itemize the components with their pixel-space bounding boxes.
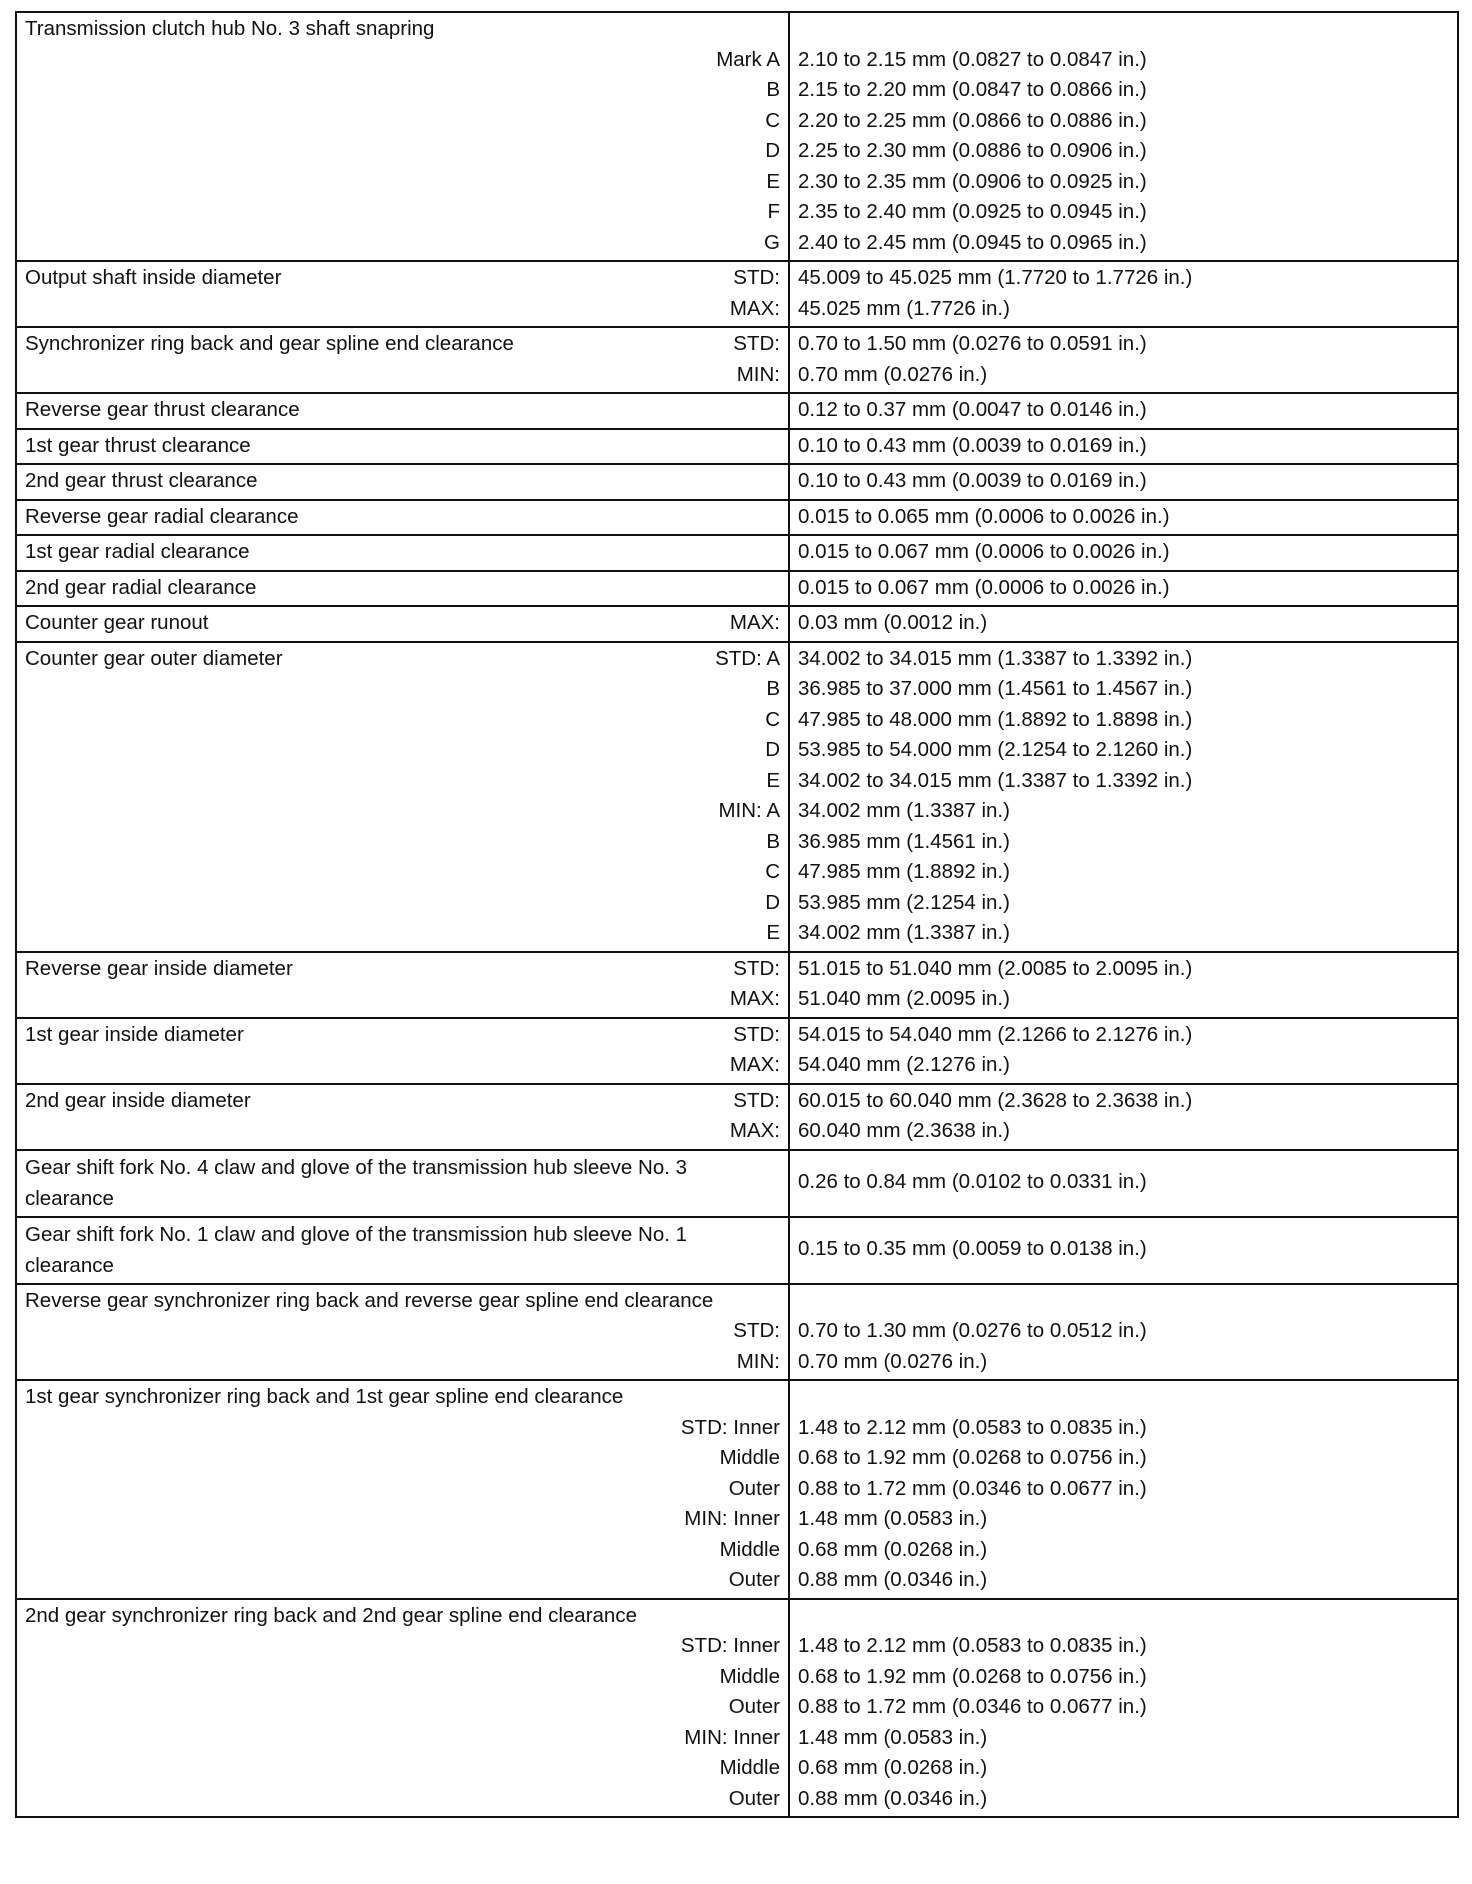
spec-item-name: Output shaft inside diameter [25,266,282,289]
spec-item-cell [16,952,789,1018]
spec-value: 1.48 to 2.12 mm (0.0583 to 0.0835 in.) [798,1634,1147,1657]
spec-condition-label: Middle [719,1537,780,1561]
spec-value: 0.88 to 1.72 mm (0.0346 to 0.0677 in.) [798,1695,1147,1718]
spec-value: 53.985 mm (2.1254 in.) [798,890,1010,914]
spec-value-cell [789,1380,1458,1599]
spec-item-name: Transmission clutch hub No. 3 shaft snapring [25,17,435,40]
spec-row [16,327,1458,393]
spec-value: 0.68 mm (0.0268 in.) [798,1756,988,1779]
spec-value-cell [789,12,1458,261]
spec-item-cell [16,261,789,327]
spec-condition-label: STD: [733,1022,780,1046]
spec-value: 36.985 to 37.000 mm (1.4561 to 1.4567 in.) [798,677,1193,700]
spec-row [16,952,1458,1018]
spec-condition-label: C [765,108,780,132]
spec-condition-label: B [766,829,780,853]
spec-condition-label: MIN: [736,1349,780,1373]
spec-item-name: Gear shift fork No. 1 claw and glove of the transmission hub sleeve No. 1 clearance [25,1222,688,1277]
spec-value-cell [789,393,1458,429]
spec-value: 45.025 mm (1.7726 in.) [798,296,1010,320]
spec-item-cell [16,327,789,393]
spec-condition-label: STD: Inner [680,1634,780,1657]
spec-row [16,1599,1458,1818]
spec-row [16,464,1458,500]
spec-condition-label: D [765,738,780,761]
spec-value: 47.985 to 48.000 mm (1.8892 to 1.8898 in.) [798,707,1193,731]
specification-table [15,11,1459,1818]
spec-condition-label: Outer [728,1786,780,1810]
spec-condition-label: B [766,78,780,101]
spec-condition-label: STD: [733,332,780,355]
spec-condition-label: MAX: [729,987,780,1010]
spec-value: 34.002 mm (1.3387 in.) [798,921,1010,944]
spec-value: 0.68 to 1.92 mm (0.0268 to 0.0756 in.) [798,1664,1147,1688]
spec-row [16,571,1458,607]
spec-item-name: 1st gear radial clearance [25,540,250,563]
spec-value: 53.985 to 54.000 mm (2.1254 to 2.1260 in.) [798,738,1193,761]
spec-value: 0.015 to 0.067 mm (0.0006 to 0.0026 in.) [798,540,1170,563]
spec-value: 1.48 to 2.12 mm (0.0583 to 0.0835 in.) [798,1415,1147,1439]
spec-condition-label: D [765,139,780,162]
spec-condition-label: Middle [719,1446,780,1469]
spec-item-name: 2nd gear inside diameter [25,1088,251,1112]
spec-value-cell [789,500,1458,536]
spec-row [16,1380,1458,1599]
spec-condition-label: Outer [728,1476,780,1500]
spec-value-cell [789,952,1458,1018]
spec-row [16,500,1458,536]
spec-value: 0.68 mm (0.0268 in.) [798,1537,988,1561]
spec-condition-label: E [766,921,780,944]
spec-value: 2.30 to 2.35 mm (0.0906 to 0.0925 in.) [798,169,1147,193]
spec-item-name: Reverse gear radial clearance [25,504,299,528]
spec-value: 0.015 to 0.065 mm (0.0006 to 0.0026 in.) [798,504,1170,528]
spec-value: 2.35 to 2.40 mm (0.0925 to 0.0945 in.) [798,200,1147,223]
spec-item-cell [16,1150,789,1217]
spec-value-cell [789,1284,1458,1381]
spec-row [16,12,1458,261]
spec-condition-label: E [766,169,780,193]
spec-condition-label: Outer [728,1695,780,1718]
spec-condition-label: E [766,768,780,792]
spec-item-cell [16,1084,789,1150]
spec-condition-label: G [764,230,780,254]
spec-row [16,393,1458,429]
spec-item-cell [16,1599,789,1818]
spec-value: 2.20 to 2.25 mm (0.0866 to 0.0886 in.) [798,108,1147,132]
spec-item-cell [16,606,789,642]
spec-value: 1.48 mm (0.0583 in.) [798,1725,988,1749]
spec-value: 2.10 to 2.15 mm (0.0827 to 0.0847 in.) [798,47,1147,71]
spec-item-name: 2nd gear synchronizer ring back and 2nd gear spline end clearance [25,1603,637,1627]
spec-value: 0.70 to 1.50 mm (0.0276 to 0.0591 in.) [798,332,1147,355]
spec-item-name: 1st gear inside diameter [25,1022,244,1046]
spec-condition-label: STD: [733,956,780,980]
spec-value: 60.040 mm (2.3638 in.) [798,1119,1010,1142]
spec-value: 34.002 to 34.015 mm (1.3387 to 1.3392 in.) [798,768,1193,792]
spec-value: 51.015 to 51.040 mm (2.0085 to 2.0095 in.) [798,956,1193,980]
spec-condition-label: MAX: [729,296,780,320]
spec-value-cell [789,606,1458,642]
spec-item-name: 2nd gear radial clearance [25,575,257,599]
spec-item-cell [16,1380,789,1599]
spec-item-name: 2nd gear thrust clearance [25,469,258,492]
spec-value-cell [789,1599,1458,1818]
spec-value: 36.985 mm (1.4561 in.) [798,829,1010,853]
spec-item-name: Counter gear outer diameter [25,646,283,670]
spec-item-name: Synchronizer ring back and gear spline end clearance [25,332,514,355]
spec-value: 54.040 mm (2.1276 in.) [798,1053,1010,1076]
spec-value: 0.26 to 0.84 mm (0.0102 to 0.0331 in.) [798,1170,1147,1194]
spec-condition-label: MIN: A [718,799,780,822]
spec-condition-label: Middle [719,1664,780,1688]
spec-row [16,429,1458,465]
spec-condition-label: MAX: [729,611,780,634]
spec-condition-label: C [765,860,780,883]
spec-value: 2.15 to 2.20 mm (0.0847 to 0.0866 in.) [798,78,1147,101]
spec-item-cell [16,393,789,429]
spec-condition-label: C [765,707,780,731]
spec-condition-label: STD: [733,1319,780,1342]
spec-row [16,261,1458,327]
spec-condition-label: MAX: [729,1119,780,1142]
spec-row [16,1150,1458,1217]
spec-condition-label: MIN: Inner [684,1507,780,1530]
spec-condition-label: STD: [733,266,780,289]
spec-item-name: 1st gear thrust clearance [25,433,251,457]
spec-condition-label: Middle [719,1756,780,1779]
spec-value-cell [789,1150,1458,1217]
spec-condition-label: STD: [733,1088,780,1112]
spec-value: 45.009 to 45.025 mm (1.7720 to 1.7726 in.) [798,266,1193,289]
spec-value: 0.70 mm (0.0276 in.) [798,362,988,386]
spec-value-cell [789,1084,1458,1150]
spec-value: 0.015 to 0.067 mm (0.0006 to 0.0026 in.) [798,575,1170,599]
spec-value-cell [789,535,1458,571]
spec-condition-label: MIN: [736,362,780,386]
spec-item-cell [16,535,789,571]
spec-condition-label: D [765,890,780,914]
spec-value: 0.03 mm (0.0012 in.) [798,611,988,634]
spec-item-name: Reverse gear synchronizer ring back and reverse gear spline end clearance [25,1288,714,1312]
spec-value-cell [789,464,1458,500]
spec-condition-label: B [766,677,780,700]
spec-value: 0.10 to 0.43 mm (0.0039 to 0.0169 in.) [798,469,1147,492]
spec-item-cell [16,571,789,607]
spec-item-name: Gear shift fork No. 4 claw and glove of the transmission hub sleeve No. 3 clearance [25,1155,688,1210]
spec-value: 51.040 mm (2.0095 in.) [798,987,1010,1010]
spec-value-cell [789,261,1458,327]
spec-value: 0.10 to 0.43 mm (0.0039 to 0.0169 in.) [798,433,1147,457]
spec-value-cell [789,571,1458,607]
spec-value-cell [789,1217,1458,1284]
spec-value: 0.88 mm (0.0346 in.) [798,1568,988,1591]
spec-item-name: Reverse gear inside diameter [25,956,293,980]
spec-condition-label: STD: A [715,646,780,670]
spec-value: 2.40 to 2.45 mm (0.0945 to 0.0965 in.) [798,230,1147,254]
spec-value: 0.68 to 1.92 mm (0.0268 to 0.0756 in.) [798,1446,1147,1469]
spec-condition-label: MIN: Inner [684,1725,780,1749]
spec-value: 0.12 to 0.37 mm (0.0047 to 0.0146 in.) [798,398,1147,421]
spec-row [16,606,1458,642]
spec-condition-label: Mark A [716,47,780,71]
spec-value-cell [789,429,1458,465]
spec-item-cell [16,12,789,261]
spec-value: 54.015 to 54.040 mm (2.1266 to 2.1276 in.) [798,1022,1193,1046]
spec-condition-label: MAX: [729,1053,780,1076]
spec-value-cell [789,642,1458,952]
spec-value: 47.985 mm (1.8892 in.) [798,860,1010,883]
spec-item-cell [16,500,789,536]
spec-value: 0.70 to 1.30 mm (0.0276 to 0.0512 in.) [798,1319,1147,1342]
spec-row [16,1084,1458,1150]
spec-item-cell [16,1284,789,1381]
spec-row [16,642,1458,952]
spec-condition-label: Outer [728,1568,780,1591]
spec-item-cell [16,464,789,500]
spec-item-name: 1st gear synchronizer ring back and 1st gear spline end clearance [25,1385,624,1408]
spec-item-cell [16,429,789,465]
spec-row [16,1018,1458,1084]
spec-item-cell [16,1018,789,1084]
spec-value: 60.015 to 60.040 mm (2.3628 to 2.3638 in.) [798,1088,1193,1112]
spec-value: 34.002 to 34.015 mm (1.3387 to 1.3392 in.) [798,646,1193,670]
spec-value: 0.88 mm (0.0346 in.) [798,1786,988,1810]
spec-item-cell [16,1217,789,1284]
spec-condition-label: F [767,200,780,223]
spec-value: 0.15 to 0.35 mm (0.0059 to 0.0138 in.) [798,1237,1147,1261]
spec-value-cell [789,327,1458,393]
spec-condition-label: STD: Inner [680,1415,780,1439]
spec-value: 2.25 to 2.30 mm (0.0886 to 0.0906 in.) [798,139,1147,162]
spec-row [16,1284,1458,1381]
spec-value: 34.002 mm (1.3387 in.) [798,799,1010,822]
spec-item-name: Reverse gear thrust clearance [25,398,300,421]
spec-value: 0.88 to 1.72 mm (0.0346 to 0.0677 in.) [798,1476,1147,1500]
spec-value: 0.70 mm (0.0276 in.) [798,1349,988,1373]
spec-value-cell [789,1018,1458,1084]
spec-item-name: Counter gear runout [25,611,209,634]
specification-table-body [16,12,1458,1817]
spec-value: 1.48 mm (0.0583 in.) [798,1507,988,1530]
spec-item-cell [16,642,789,952]
spec-row [16,535,1458,571]
spec-row [16,1217,1458,1284]
